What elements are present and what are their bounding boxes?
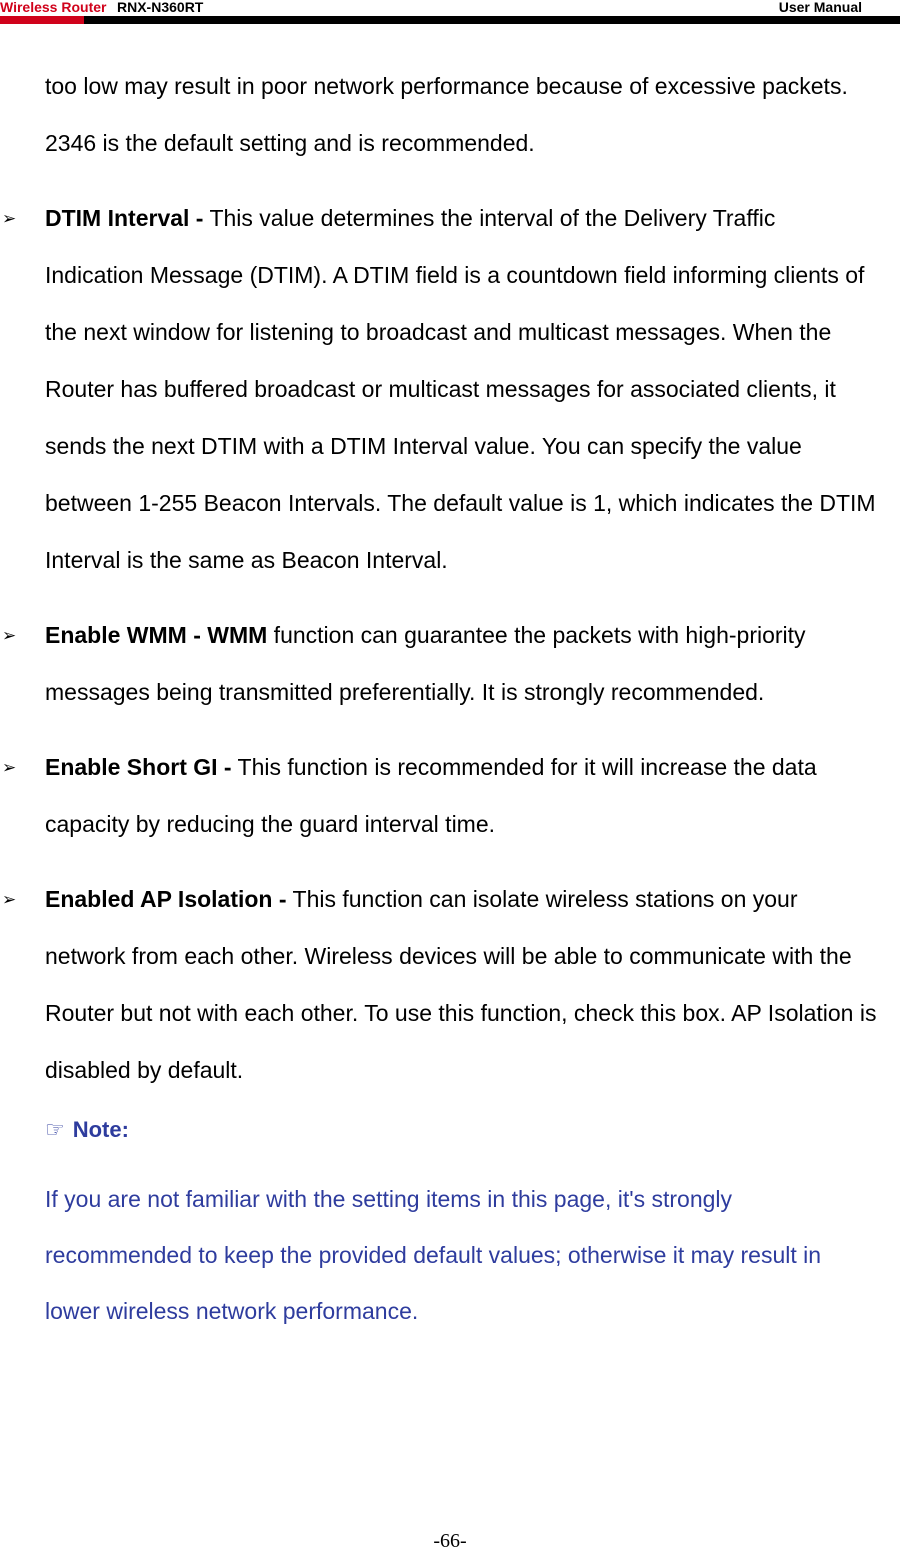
page-content: [0, 58, 900, 1339]
item-description: This value determines the interval of the Delivery Traffic Indication Message (DTIM). A DTIM field is a countdown field informing clients of the next window for listening to broadcast and multicast messages. When the Router has buffered broadcast or multicast messages for associated clients, it sends the next DTIM with a DTIM Interval value. You can specify the value between 1-255 Beacon Intervals. The default value is 1, which indicates the DTIM Interval is the same as Beacon Interval.: [45, 205, 876, 573]
item-term: DTIM Interval -: [45, 205, 204, 231]
note-heading: [0, 1105, 900, 1155]
note-title: Note:: [72, 1117, 129, 1142]
item-description: This function is recommended for it will increase the data capacity by reducing the guard interval time.: [45, 754, 817, 837]
page-header: [0, 0, 900, 26]
item-term: Enable Short GI -: [45, 754, 232, 780]
list-item-enable-short-gi: [0, 739, 900, 853]
list-item-enable-wmm: [0, 607, 900, 721]
item-term: Enable WMM - WMM: [45, 622, 268, 648]
note-body: If you are not familiar with the setting items in this page, it's strongly recommended to keep the provided default values; otherwise it may result in lower wireless network performance.: [45, 1186, 822, 1324]
item-description: function can guarantee the packets with high-priority messages being transmitted preferentially. It is strongly recommended.: [45, 622, 806, 705]
item-description: This function can isolate wireless stations on your network from each other. Wireless devices will be able to communicate with the Router but not with each other. To use this function, check this box. AP Isolation is disabled by default.: [45, 886, 877, 1083]
header-rule-accent: [0, 16, 84, 24]
intro-paragraph: too low may result in poor network performance because of excessive packets. 2346 is the default setting and is recommended.: [45, 73, 848, 156]
item-term: Enabled AP Isolation -: [45, 886, 287, 912]
page-number: -66-: [433, 1530, 467, 1552]
bullet-arrow-icon: ➢: [2, 758, 17, 777]
bullet-arrow-icon: ➢: [2, 209, 17, 228]
header-manual-title: User Manual: [778, 0, 862, 15]
pointing-hand-icon: ☞: [45, 1117, 65, 1142]
list-item-ap-isolation: [0, 871, 900, 1099]
header-brand: Wireless Router: [0, 0, 107, 15]
header-rule: [0, 16, 900, 24]
header-model: RNX-N360RT: [117, 0, 204, 15]
list-item-dtim-interval: [0, 190, 900, 589]
bullet-arrow-icon: ➢: [2, 890, 17, 909]
bullet-arrow-icon: ➢: [2, 626, 17, 645]
